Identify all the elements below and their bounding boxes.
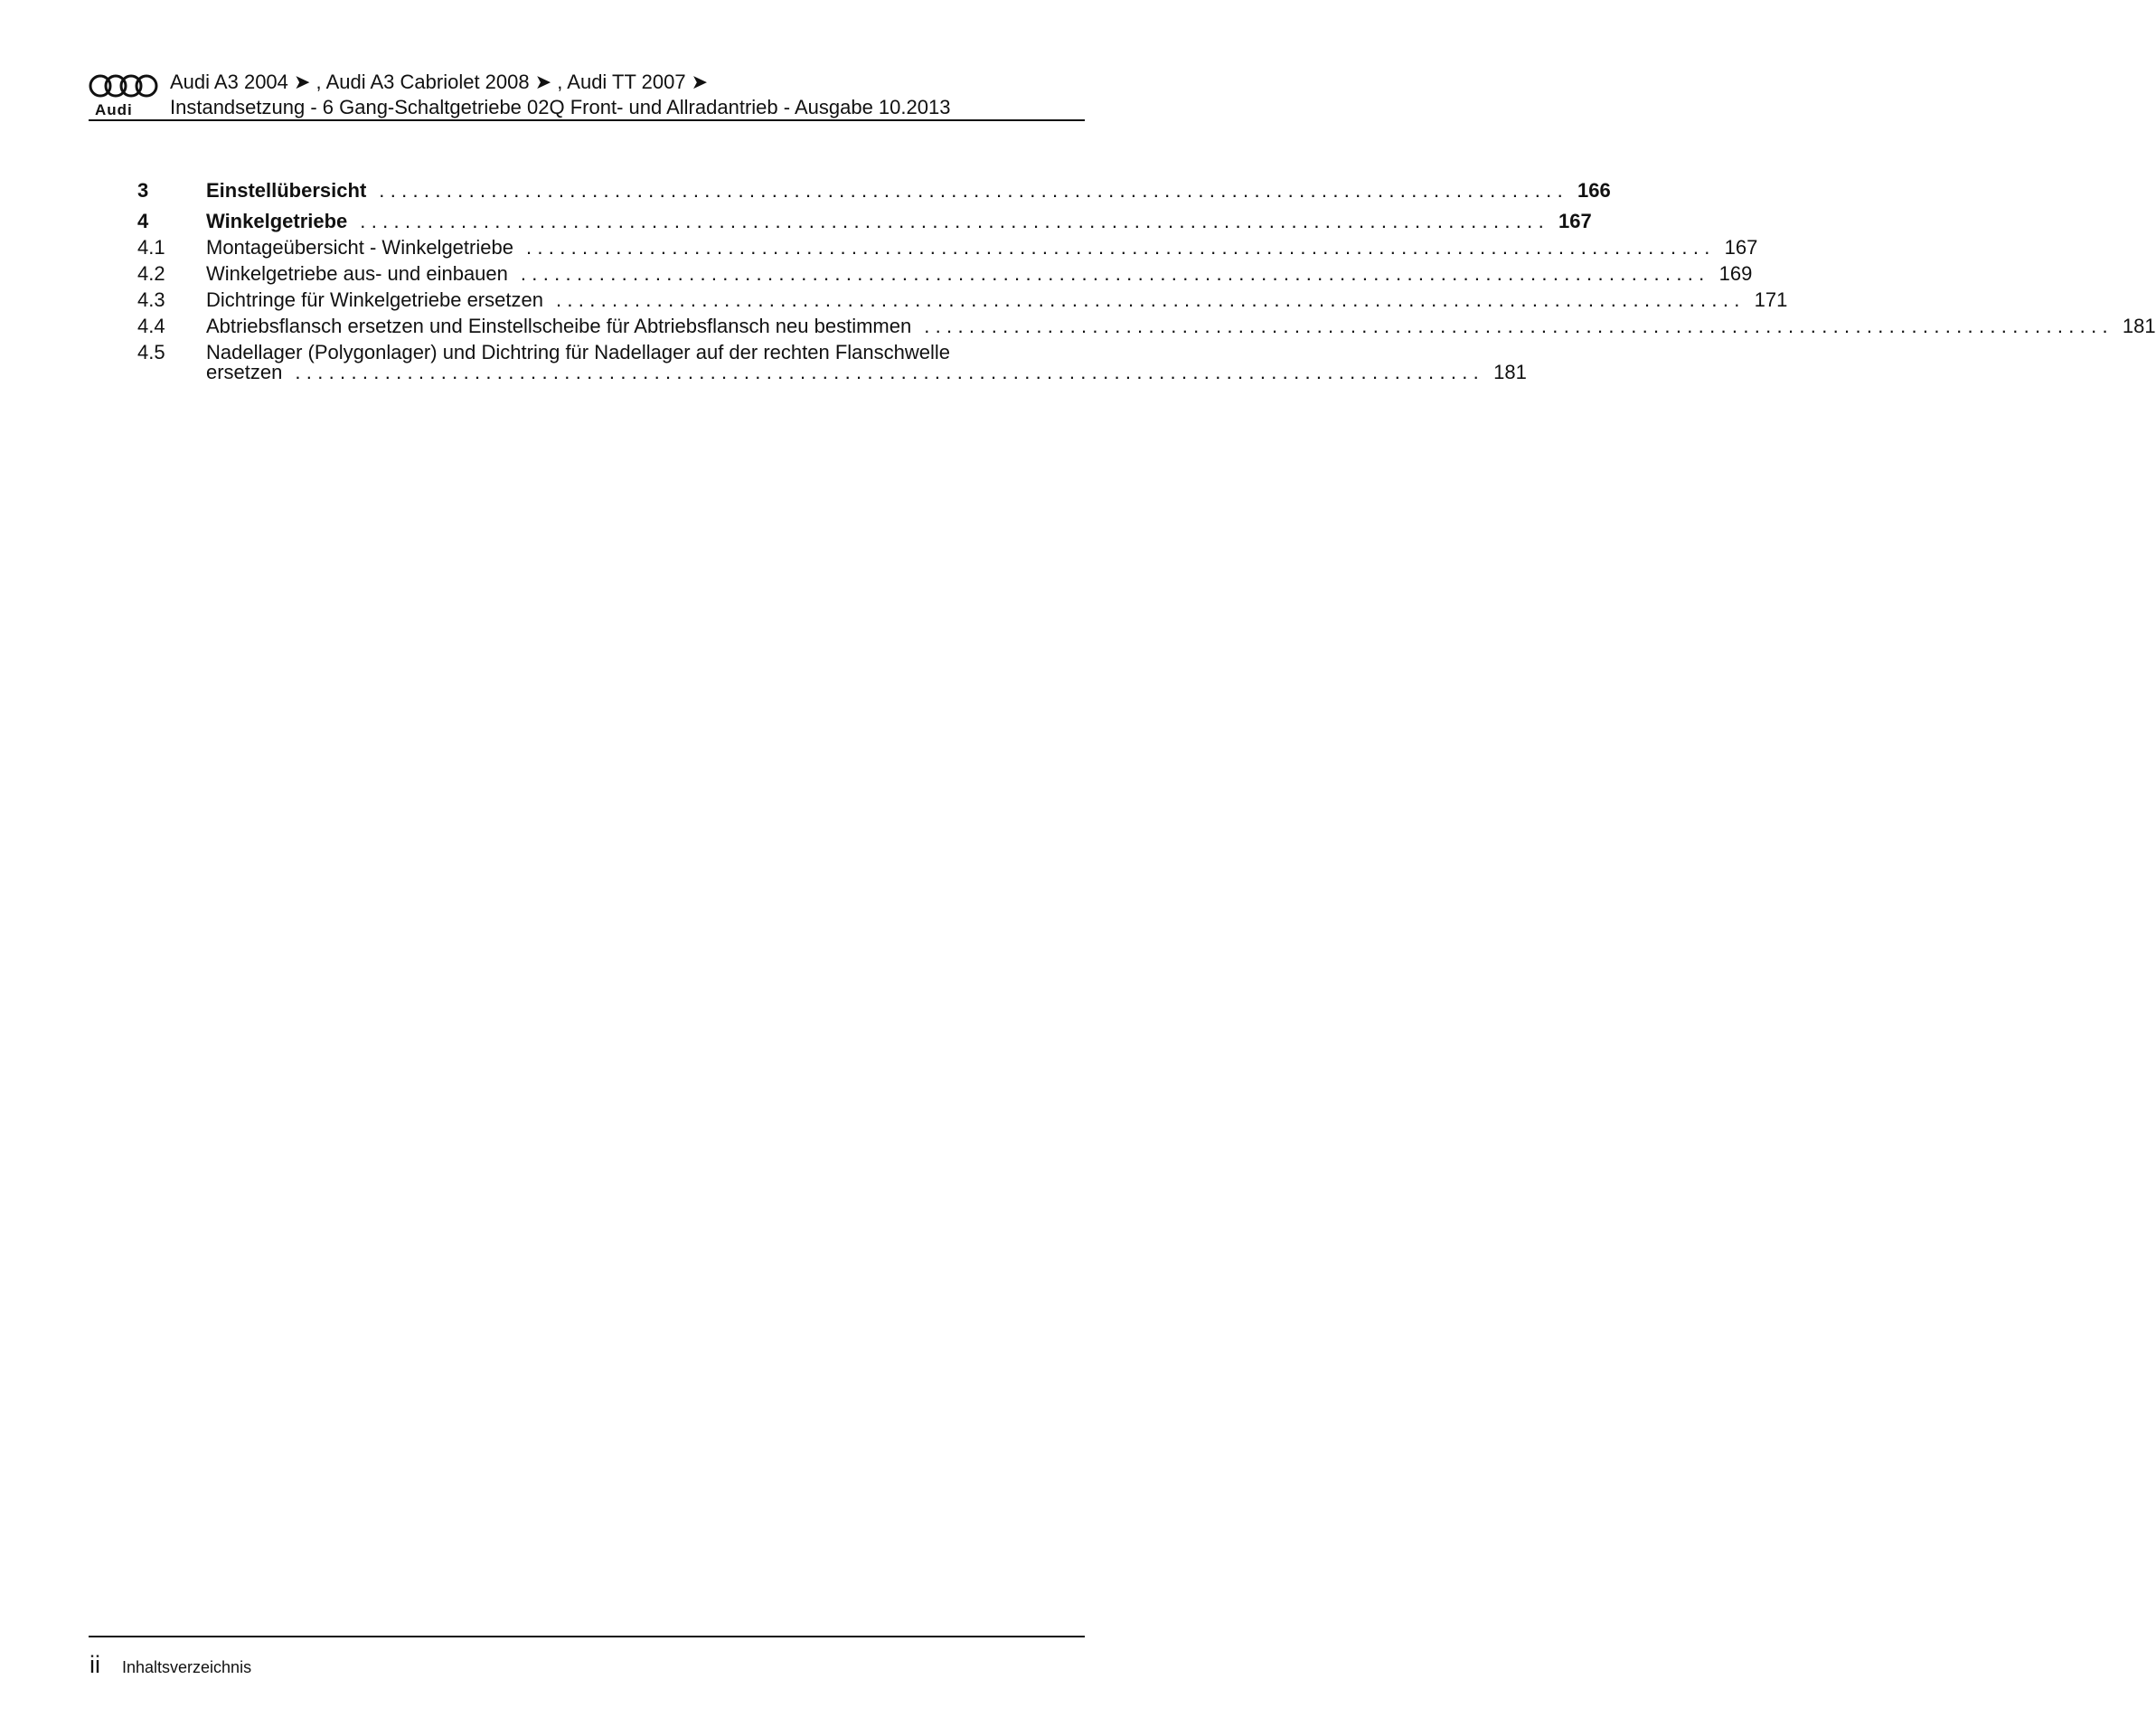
toc-entry[interactable] bbox=[137, 288, 1788, 315]
toc-entry-number: 4.2 bbox=[137, 262, 165, 285]
toc-entry-page: 169 bbox=[1718, 262, 1753, 285]
header-models: Audi A3 2004 ➤ , Audi A3 Cabriolet 2008 ➤ , Audi TT 2007 ➤ bbox=[170, 71, 709, 93]
toc-entry[interactable] bbox=[137, 179, 1611, 210]
toc-entry-title: Einstellübersicht bbox=[206, 179, 367, 202]
footer-section-label: Inhaltsverzeichnis bbox=[122, 1658, 252, 1676]
audi-logo bbox=[89, 72, 159, 118]
toc-entry-title: Winkelgetriebe bbox=[206, 210, 348, 232]
toc-entry[interactable] bbox=[137, 262, 1753, 288]
toc-entry-title: Montageübersicht - Winkelgetriebe bbox=[206, 236, 513, 259]
toc-leader-dots: .......................................................................................................... bbox=[360, 210, 1549, 232]
toc-entry[interactable] bbox=[137, 315, 2156, 341]
toc-leader-dots: .......................................................................................................... bbox=[555, 288, 1746, 311]
toc-entry-page: 167 bbox=[1558, 210, 1592, 232]
toc-entry-title-continued: ersetzen bbox=[206, 361, 283, 383]
toc-entry-number: 4.1 bbox=[137, 236, 165, 259]
header-divider bbox=[89, 119, 1085, 121]
toc-entry-number: 3 bbox=[137, 179, 149, 202]
toc-entry[interactable] bbox=[137, 341, 1527, 388]
toc-entry[interactable] bbox=[137, 210, 1592, 236]
toc-entry-number: 4.3 bbox=[137, 288, 165, 311]
toc-leader-dots: .......................................................................................................... bbox=[924, 315, 2114, 337]
toc-entry-number: 4.5 bbox=[137, 341, 165, 363]
toc-leader-dots: .......................................................................................................... bbox=[295, 361, 1485, 383]
toc-entry[interactable] bbox=[137, 236, 1758, 262]
toc-entry-page: 181 bbox=[1493, 361, 1527, 383]
footer-divider bbox=[89, 1636, 1085, 1637]
header-manual-title: Instandsetzung - 6 Gang-Schaltgetriebe 02Q Front- und Allradantrieb - Ausgabe 10.2013 bbox=[170, 96, 951, 118]
toc-entry-number: 4 bbox=[137, 210, 149, 232]
toc-entry-number: 4.4 bbox=[137, 315, 165, 337]
toc-entry-page: 167 bbox=[1724, 236, 1758, 259]
toc-entry-page: 166 bbox=[1577, 179, 1611, 202]
toc-entry-title: Winkelgetriebe aus- und einbauen bbox=[206, 262, 508, 285]
audi-rings-icon bbox=[89, 72, 159, 101]
audi-wordmark: Audi bbox=[95, 101, 133, 118]
toc-entry-page: 181 bbox=[2122, 315, 2156, 337]
footer-page-number: ii bbox=[89, 1651, 100, 1678]
toc-leader-dots: .......................................................................................................... bbox=[525, 236, 1716, 259]
toc-leader-dots: .......................................................................................................... bbox=[379, 179, 1568, 202]
toc-entry-title: Abtriebsflansch ersetzen und Einstellscheibe für Abtriebsflansch neu bestimmen bbox=[206, 315, 912, 337]
toc-entry-title: Nadellager (Polygonlager) und Dichtring für Nadellager auf der rechten Flanschwelle bbox=[206, 341, 951, 363]
table-of-contents bbox=[137, 179, 2156, 388]
toc-entry-page: 171 bbox=[1754, 288, 1788, 311]
toc-entry-title: Dichtringe für Winkelgetriebe ersetzen bbox=[206, 288, 543, 311]
toc-leader-dots: .......................................................................................................... bbox=[520, 262, 1710, 285]
